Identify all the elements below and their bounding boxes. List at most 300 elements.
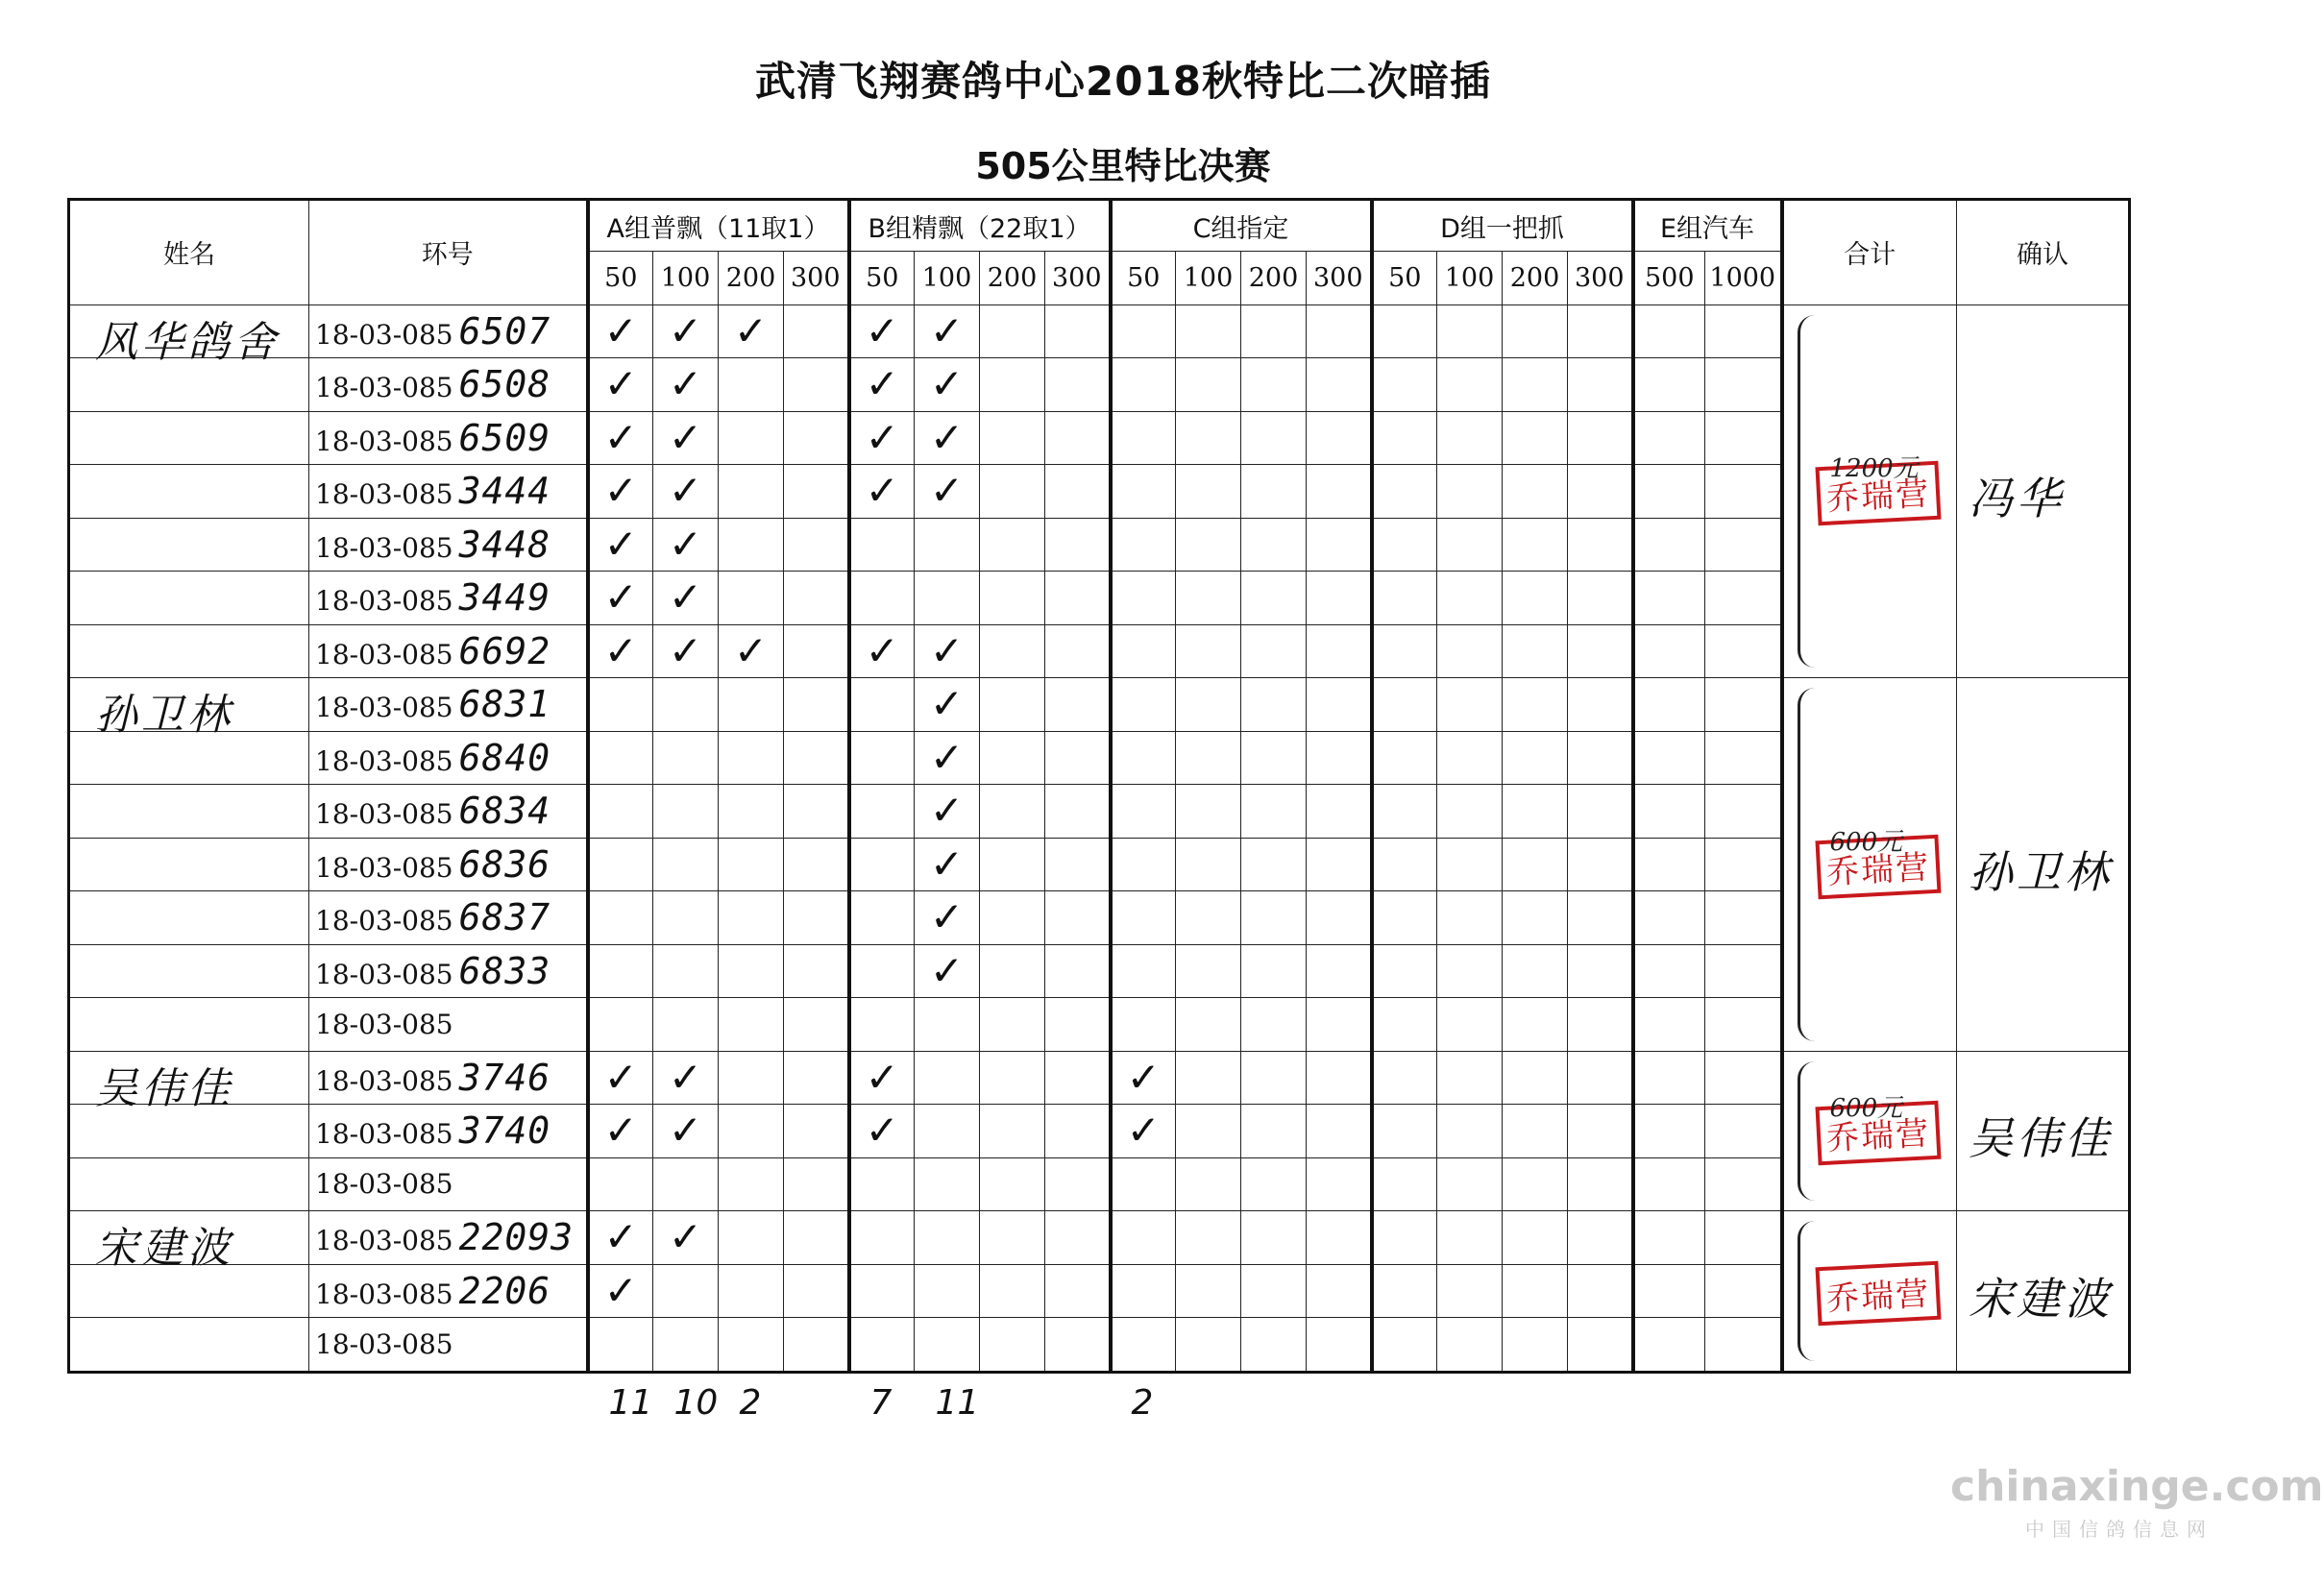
cell-b-100[interactable]: [915, 1211, 980, 1265]
cell-a-100[interactable]: [653, 572, 719, 625]
cell-d-100[interactable]: [1437, 358, 1503, 412]
cell-a-200[interactable]: [719, 838, 784, 891]
cell-d-300[interactable]: [1568, 1157, 1633, 1211]
cell-c-50[interactable]: [1111, 1105, 1176, 1158]
cell-b-200[interactable]: [980, 572, 1045, 625]
cell-c-100[interactable]: [1176, 465, 1241, 519]
cell-d-50[interactable]: [1372, 1211, 1437, 1265]
cell-c-100[interactable]: [1176, 731, 1241, 785]
cell-a-200[interactable]: [719, 572, 784, 625]
cell-a-100[interactable]: [653, 1051, 719, 1105]
cell-d-200[interactable]: [1503, 465, 1568, 519]
cell-a-100[interactable]: [653, 1211, 719, 1265]
cell-b-100[interactable]: [915, 572, 980, 625]
cell-c-300[interactable]: [1307, 785, 1372, 839]
cell-b-300[interactable]: [1045, 624, 1111, 678]
cell-c-300[interactable]: [1307, 1105, 1372, 1158]
cell-a-300[interactable]: [784, 358, 849, 412]
cell-e-500[interactable]: [1633, 1105, 1705, 1158]
cell-a-200[interactable]: [719, 1157, 784, 1211]
cell-d-300[interactable]: [1568, 731, 1633, 785]
cell-a-50[interactable]: [588, 518, 653, 572]
cell-a-50[interactable]: [588, 624, 653, 678]
cell-c-100[interactable]: [1176, 358, 1241, 412]
cell-d-100[interactable]: [1437, 465, 1503, 519]
cell-e-500[interactable]: [1633, 358, 1705, 412]
cell-c-300[interactable]: [1307, 304, 1372, 358]
cell-e-500[interactable]: [1633, 1157, 1705, 1211]
cell-b-100[interactable]: [915, 518, 980, 572]
cell-a-300[interactable]: [784, 731, 849, 785]
cell-c-200[interactable]: [1241, 891, 1307, 945]
cell-c-50[interactable]: [1111, 411, 1176, 465]
cell-d-50[interactable]: [1372, 998, 1437, 1052]
cell-d-200[interactable]: [1503, 731, 1568, 785]
cell-c-300[interactable]: [1307, 1318, 1372, 1373]
cell-b-300[interactable]: [1045, 1264, 1111, 1318]
cell-c-100[interactable]: [1176, 1051, 1241, 1105]
cell-b-200[interactable]: [980, 891, 1045, 945]
cell-d-300[interactable]: [1568, 1105, 1633, 1158]
cell-c-100[interactable]: [1176, 304, 1241, 358]
cell-b-200[interactable]: [980, 411, 1045, 465]
cell-c-200[interactable]: [1241, 838, 1307, 891]
cell-b-50[interactable]: [849, 624, 915, 678]
cell-b-300[interactable]: [1045, 891, 1111, 945]
cell-d-100[interactable]: [1437, 411, 1503, 465]
cell-b-100[interactable]: [915, 731, 980, 785]
cell-d-50[interactable]: [1372, 678, 1437, 732]
cell-c-50[interactable]: [1111, 358, 1176, 412]
cell-d-300[interactable]: [1568, 572, 1633, 625]
cell-d-300[interactable]: [1568, 944, 1633, 998]
cell-b-300[interactable]: [1045, 1051, 1111, 1105]
cell-a-300[interactable]: [784, 944, 849, 998]
cell-c-200[interactable]: [1241, 1051, 1307, 1105]
cell-c-200[interactable]: [1241, 411, 1307, 465]
cell-b-100[interactable]: [915, 358, 980, 412]
cell-d-200[interactable]: [1503, 1105, 1568, 1158]
cell-a-50[interactable]: [588, 838, 653, 891]
cell-b-50[interactable]: [849, 1264, 915, 1318]
cell-d-100[interactable]: [1437, 891, 1503, 945]
cell-c-50[interactable]: [1111, 944, 1176, 998]
cell-d-300[interactable]: [1568, 518, 1633, 572]
cell-a-50[interactable]: [588, 785, 653, 839]
cell-c-100[interactable]: [1176, 998, 1241, 1052]
cell-a-50[interactable]: [588, 572, 653, 625]
cell-d-100[interactable]: [1437, 944, 1503, 998]
cell-a-50[interactable]: [588, 1211, 653, 1265]
cell-b-300[interactable]: [1045, 998, 1111, 1052]
cell-e-500[interactable]: [1633, 785, 1705, 839]
cell-a-200[interactable]: [719, 998, 784, 1052]
cell-c-100[interactable]: [1176, 1211, 1241, 1265]
cell-e-1000[interactable]: [1705, 358, 1782, 412]
cell-b-50[interactable]: [849, 838, 915, 891]
cell-b-100[interactable]: [915, 944, 980, 998]
cell-a-50[interactable]: [588, 678, 653, 732]
cell-c-50[interactable]: [1111, 785, 1176, 839]
cell-a-50[interactable]: [588, 1051, 653, 1105]
cell-b-300[interactable]: [1045, 678, 1111, 732]
cell-e-500[interactable]: [1633, 998, 1705, 1052]
cell-c-100[interactable]: [1176, 785, 1241, 839]
cell-b-200[interactable]: [980, 838, 1045, 891]
cell-a-300[interactable]: [784, 1211, 849, 1265]
cell-a-100[interactable]: [653, 624, 719, 678]
cell-b-100[interactable]: [915, 678, 980, 732]
cell-d-100[interactable]: [1437, 678, 1503, 732]
cell-b-50[interactable]: [849, 1318, 915, 1373]
cell-c-300[interactable]: [1307, 838, 1372, 891]
cell-d-50[interactable]: [1372, 304, 1437, 358]
cell-e-500[interactable]: [1633, 1211, 1705, 1265]
cell-e-1000[interactable]: [1705, 572, 1782, 625]
cell-d-300[interactable]: [1568, 465, 1633, 519]
cell-d-200[interactable]: [1503, 1318, 1568, 1373]
cell-e-1000[interactable]: [1705, 785, 1782, 839]
cell-d-50[interactable]: [1372, 1051, 1437, 1105]
cell-d-50[interactable]: [1372, 358, 1437, 412]
cell-c-50[interactable]: [1111, 518, 1176, 572]
cell-d-300[interactable]: [1568, 998, 1633, 1052]
cell-c-300[interactable]: [1307, 624, 1372, 678]
cell-c-300[interactable]: [1307, 998, 1372, 1052]
cell-d-200[interactable]: [1503, 572, 1568, 625]
cell-a-200[interactable]: [719, 891, 784, 945]
cell-b-200[interactable]: [980, 998, 1045, 1052]
cell-c-300[interactable]: [1307, 518, 1372, 572]
cell-d-200[interactable]: [1503, 1264, 1568, 1318]
cell-b-50[interactable]: [849, 891, 915, 945]
cell-c-100[interactable]: [1176, 944, 1241, 998]
cell-b-50[interactable]: [849, 465, 915, 519]
cell-d-300[interactable]: [1568, 1318, 1633, 1373]
cell-a-300[interactable]: [784, 891, 849, 945]
cell-e-500[interactable]: [1633, 731, 1705, 785]
cell-b-100[interactable]: [915, 785, 980, 839]
cell-d-50[interactable]: [1372, 1264, 1437, 1318]
cell-a-300[interactable]: [784, 572, 849, 625]
cell-e-1000[interactable]: [1705, 891, 1782, 945]
cell-d-100[interactable]: [1437, 1264, 1503, 1318]
cell-a-200[interactable]: [719, 624, 784, 678]
cell-a-50[interactable]: [588, 1105, 653, 1158]
cell-a-200[interactable]: [719, 465, 784, 519]
cell-a-300[interactable]: [784, 465, 849, 519]
cell-b-200[interactable]: [980, 358, 1045, 412]
cell-c-200[interactable]: [1241, 304, 1307, 358]
cell-a-100[interactable]: [653, 891, 719, 945]
cell-a-200[interactable]: [719, 678, 784, 732]
cell-c-50[interactable]: [1111, 1211, 1176, 1265]
cell-e-1000[interactable]: [1705, 1157, 1782, 1211]
cell-d-100[interactable]: [1437, 1051, 1503, 1105]
cell-b-300[interactable]: [1045, 1105, 1111, 1158]
cell-e-500[interactable]: [1633, 838, 1705, 891]
cell-b-50[interactable]: [849, 358, 915, 412]
cell-a-100[interactable]: [653, 944, 719, 998]
cell-c-100[interactable]: [1176, 411, 1241, 465]
cell-d-300[interactable]: [1568, 678, 1633, 732]
cell-d-50[interactable]: [1372, 1318, 1437, 1373]
cell-e-1000[interactable]: [1705, 411, 1782, 465]
cell-d-100[interactable]: [1437, 1105, 1503, 1158]
cell-d-100[interactable]: [1437, 1318, 1503, 1373]
cell-b-100[interactable]: [915, 304, 980, 358]
cell-b-200[interactable]: [980, 1318, 1045, 1373]
cell-d-300[interactable]: [1568, 1264, 1633, 1318]
cell-b-100[interactable]: [915, 1264, 980, 1318]
cell-d-100[interactable]: [1437, 785, 1503, 839]
cell-e-1000[interactable]: [1705, 304, 1782, 358]
cell-e-500[interactable]: [1633, 411, 1705, 465]
cell-c-200[interactable]: [1241, 944, 1307, 998]
cell-c-300[interactable]: [1307, 1211, 1372, 1265]
cell-b-200[interactable]: [980, 304, 1045, 358]
cell-c-100[interactable]: [1176, 891, 1241, 945]
cell-a-100[interactable]: [653, 998, 719, 1052]
cell-c-300[interactable]: [1307, 1157, 1372, 1211]
cell-b-200[interactable]: [980, 624, 1045, 678]
cell-a-50[interactable]: [588, 411, 653, 465]
cell-c-200[interactable]: [1241, 785, 1307, 839]
cell-a-50[interactable]: [588, 731, 653, 785]
cell-e-1000[interactable]: [1705, 624, 1782, 678]
cell-b-300[interactable]: [1045, 1157, 1111, 1211]
cell-e-500[interactable]: [1633, 1264, 1705, 1318]
cell-a-100[interactable]: [653, 678, 719, 732]
cell-b-100[interactable]: [915, 891, 980, 945]
cell-d-100[interactable]: [1437, 518, 1503, 572]
cell-b-200[interactable]: [980, 518, 1045, 572]
cell-a-100[interactable]: [653, 1105, 719, 1158]
cell-e-1000[interactable]: [1705, 1318, 1782, 1373]
cell-b-50[interactable]: [849, 731, 915, 785]
cell-b-300[interactable]: [1045, 731, 1111, 785]
cell-c-100[interactable]: [1176, 518, 1241, 572]
cell-b-50[interactable]: [849, 1211, 915, 1265]
cell-a-100[interactable]: [653, 838, 719, 891]
cell-a-200[interactable]: [719, 731, 784, 785]
cell-b-200[interactable]: [980, 1105, 1045, 1158]
cell-e-1000[interactable]: [1705, 1211, 1782, 1265]
cell-d-100[interactable]: [1437, 304, 1503, 358]
cell-d-200[interactable]: [1503, 891, 1568, 945]
cell-c-100[interactable]: [1176, 1157, 1241, 1211]
cell-c-200[interactable]: [1241, 358, 1307, 412]
cell-c-50[interactable]: [1111, 304, 1176, 358]
cell-c-50[interactable]: [1111, 624, 1176, 678]
cell-e-1000[interactable]: [1705, 838, 1782, 891]
cell-a-200[interactable]: [719, 1318, 784, 1373]
cell-d-200[interactable]: [1503, 358, 1568, 412]
cell-c-200[interactable]: [1241, 518, 1307, 572]
cell-a-300[interactable]: [784, 678, 849, 732]
cell-d-300[interactable]: [1568, 304, 1633, 358]
cell-d-50[interactable]: [1372, 944, 1437, 998]
cell-c-100[interactable]: [1176, 624, 1241, 678]
cell-d-200[interactable]: [1503, 944, 1568, 998]
cell-b-200[interactable]: [980, 785, 1045, 839]
cell-a-100[interactable]: [653, 731, 719, 785]
cell-e-500[interactable]: [1633, 1318, 1705, 1373]
cell-b-50[interactable]: [849, 944, 915, 998]
cell-d-50[interactable]: [1372, 838, 1437, 891]
cell-c-300[interactable]: [1307, 1051, 1372, 1105]
cell-c-100[interactable]: [1176, 1264, 1241, 1318]
cell-e-500[interactable]: [1633, 572, 1705, 625]
cell-a-100[interactable]: [653, 785, 719, 839]
cell-d-50[interactable]: [1372, 411, 1437, 465]
cell-a-300[interactable]: [784, 304, 849, 358]
cell-d-200[interactable]: [1503, 411, 1568, 465]
cell-e-1000[interactable]: [1705, 678, 1782, 732]
cell-d-50[interactable]: [1372, 1105, 1437, 1158]
cell-c-300[interactable]: [1307, 411, 1372, 465]
cell-c-50[interactable]: [1111, 572, 1176, 625]
cell-d-200[interactable]: [1503, 304, 1568, 358]
cell-e-1000[interactable]: [1705, 518, 1782, 572]
cell-a-50[interactable]: [588, 998, 653, 1052]
cell-b-50[interactable]: [849, 1105, 915, 1158]
cell-d-300[interactable]: [1568, 891, 1633, 945]
cell-c-200[interactable]: [1241, 572, 1307, 625]
cell-d-300[interactable]: [1568, 1211, 1633, 1265]
cell-d-300[interactable]: [1568, 838, 1633, 891]
cell-a-300[interactable]: [784, 785, 849, 839]
cell-d-50[interactable]: [1372, 572, 1437, 625]
cell-a-200[interactable]: [719, 1211, 784, 1265]
cell-b-100[interactable]: [915, 998, 980, 1052]
cell-d-50[interactable]: [1372, 624, 1437, 678]
cell-b-100[interactable]: [915, 838, 980, 891]
cell-b-300[interactable]: [1045, 465, 1111, 519]
cell-a-50[interactable]: [588, 304, 653, 358]
cell-c-300[interactable]: [1307, 465, 1372, 519]
cell-c-300[interactable]: [1307, 891, 1372, 945]
cell-a-200[interactable]: [719, 1051, 784, 1105]
cell-a-300[interactable]: [784, 1318, 849, 1373]
cell-c-100[interactable]: [1176, 838, 1241, 891]
cell-b-50[interactable]: [849, 1157, 915, 1211]
cell-c-50[interactable]: [1111, 1264, 1176, 1318]
cell-c-300[interactable]: [1307, 731, 1372, 785]
cell-b-100[interactable]: [915, 1318, 980, 1373]
cell-b-50[interactable]: [849, 518, 915, 572]
cell-b-50[interactable]: [849, 411, 915, 465]
cell-b-100[interactable]: [915, 1157, 980, 1211]
cell-b-200[interactable]: [980, 678, 1045, 732]
cell-d-300[interactable]: [1568, 624, 1633, 678]
cell-e-1000[interactable]: [1705, 998, 1782, 1052]
cell-c-200[interactable]: [1241, 998, 1307, 1052]
cell-d-100[interactable]: [1437, 1211, 1503, 1265]
cell-c-50[interactable]: [1111, 1157, 1176, 1211]
cell-c-200[interactable]: [1241, 465, 1307, 519]
cell-c-50[interactable]: [1111, 838, 1176, 891]
cell-b-300[interactable]: [1045, 1318, 1111, 1373]
cell-a-200[interactable]: [719, 1264, 784, 1318]
cell-b-50[interactable]: [849, 572, 915, 625]
cell-c-100[interactable]: [1176, 1318, 1241, 1373]
cell-b-200[interactable]: [980, 944, 1045, 998]
cell-d-50[interactable]: [1372, 1157, 1437, 1211]
cell-e-1000[interactable]: [1705, 1051, 1782, 1105]
cell-a-300[interactable]: [784, 838, 849, 891]
cell-a-50[interactable]: [588, 1318, 653, 1373]
cell-c-200[interactable]: [1241, 624, 1307, 678]
cell-a-300[interactable]: [784, 1051, 849, 1105]
cell-e-1000[interactable]: [1705, 1105, 1782, 1158]
cell-c-300[interactable]: [1307, 358, 1372, 412]
cell-b-300[interactable]: [1045, 518, 1111, 572]
cell-b-300[interactable]: [1045, 838, 1111, 891]
cell-d-50[interactable]: [1372, 785, 1437, 839]
cell-a-50[interactable]: [588, 1264, 653, 1318]
cell-d-300[interactable]: [1568, 785, 1633, 839]
cell-a-200[interactable]: [719, 944, 784, 998]
cell-c-200[interactable]: [1241, 678, 1307, 732]
cell-c-300[interactable]: [1307, 572, 1372, 625]
cell-b-300[interactable]: [1045, 944, 1111, 998]
cell-a-300[interactable]: [784, 518, 849, 572]
cell-a-100[interactable]: [653, 358, 719, 412]
cell-a-200[interactable]: [719, 358, 784, 412]
cell-c-50[interactable]: [1111, 465, 1176, 519]
cell-d-200[interactable]: [1503, 1051, 1568, 1105]
cell-e-500[interactable]: [1633, 304, 1705, 358]
cell-d-100[interactable]: [1437, 624, 1503, 678]
cell-a-300[interactable]: [784, 1157, 849, 1211]
cell-c-200[interactable]: [1241, 1157, 1307, 1211]
cell-a-100[interactable]: [653, 1318, 719, 1373]
cell-d-50[interactable]: [1372, 518, 1437, 572]
cell-a-100[interactable]: [653, 411, 719, 465]
cell-a-100[interactable]: [653, 1157, 719, 1211]
cell-d-200[interactable]: [1503, 624, 1568, 678]
cell-c-50[interactable]: [1111, 891, 1176, 945]
cell-b-50[interactable]: [849, 785, 915, 839]
cell-e-500[interactable]: [1633, 465, 1705, 519]
cell-e-500[interactable]: [1633, 891, 1705, 945]
cell-b-300[interactable]: [1045, 1211, 1111, 1265]
cell-d-300[interactable]: [1568, 411, 1633, 465]
cell-a-100[interactable]: [653, 304, 719, 358]
cell-d-200[interactable]: [1503, 518, 1568, 572]
cell-a-300[interactable]: [784, 1105, 849, 1158]
cell-b-200[interactable]: [980, 465, 1045, 519]
cell-b-300[interactable]: [1045, 785, 1111, 839]
cell-e-1000[interactable]: [1705, 731, 1782, 785]
cell-b-100[interactable]: [915, 465, 980, 519]
cell-b-300[interactable]: [1045, 304, 1111, 358]
cell-d-300[interactable]: [1568, 1051, 1633, 1105]
cell-e-500[interactable]: [1633, 518, 1705, 572]
cell-d-100[interactable]: [1437, 572, 1503, 625]
cell-e-1000[interactable]: [1705, 465, 1782, 519]
cell-c-200[interactable]: [1241, 1105, 1307, 1158]
cell-d-50[interactable]: [1372, 731, 1437, 785]
cell-a-300[interactable]: [784, 624, 849, 678]
cell-c-50[interactable]: [1111, 1318, 1176, 1373]
cell-d-200[interactable]: [1503, 1157, 1568, 1211]
cell-a-50[interactable]: [588, 1157, 653, 1211]
cell-b-100[interactable]: [915, 624, 980, 678]
cell-c-300[interactable]: [1307, 678, 1372, 732]
cell-a-100[interactable]: [653, 1264, 719, 1318]
